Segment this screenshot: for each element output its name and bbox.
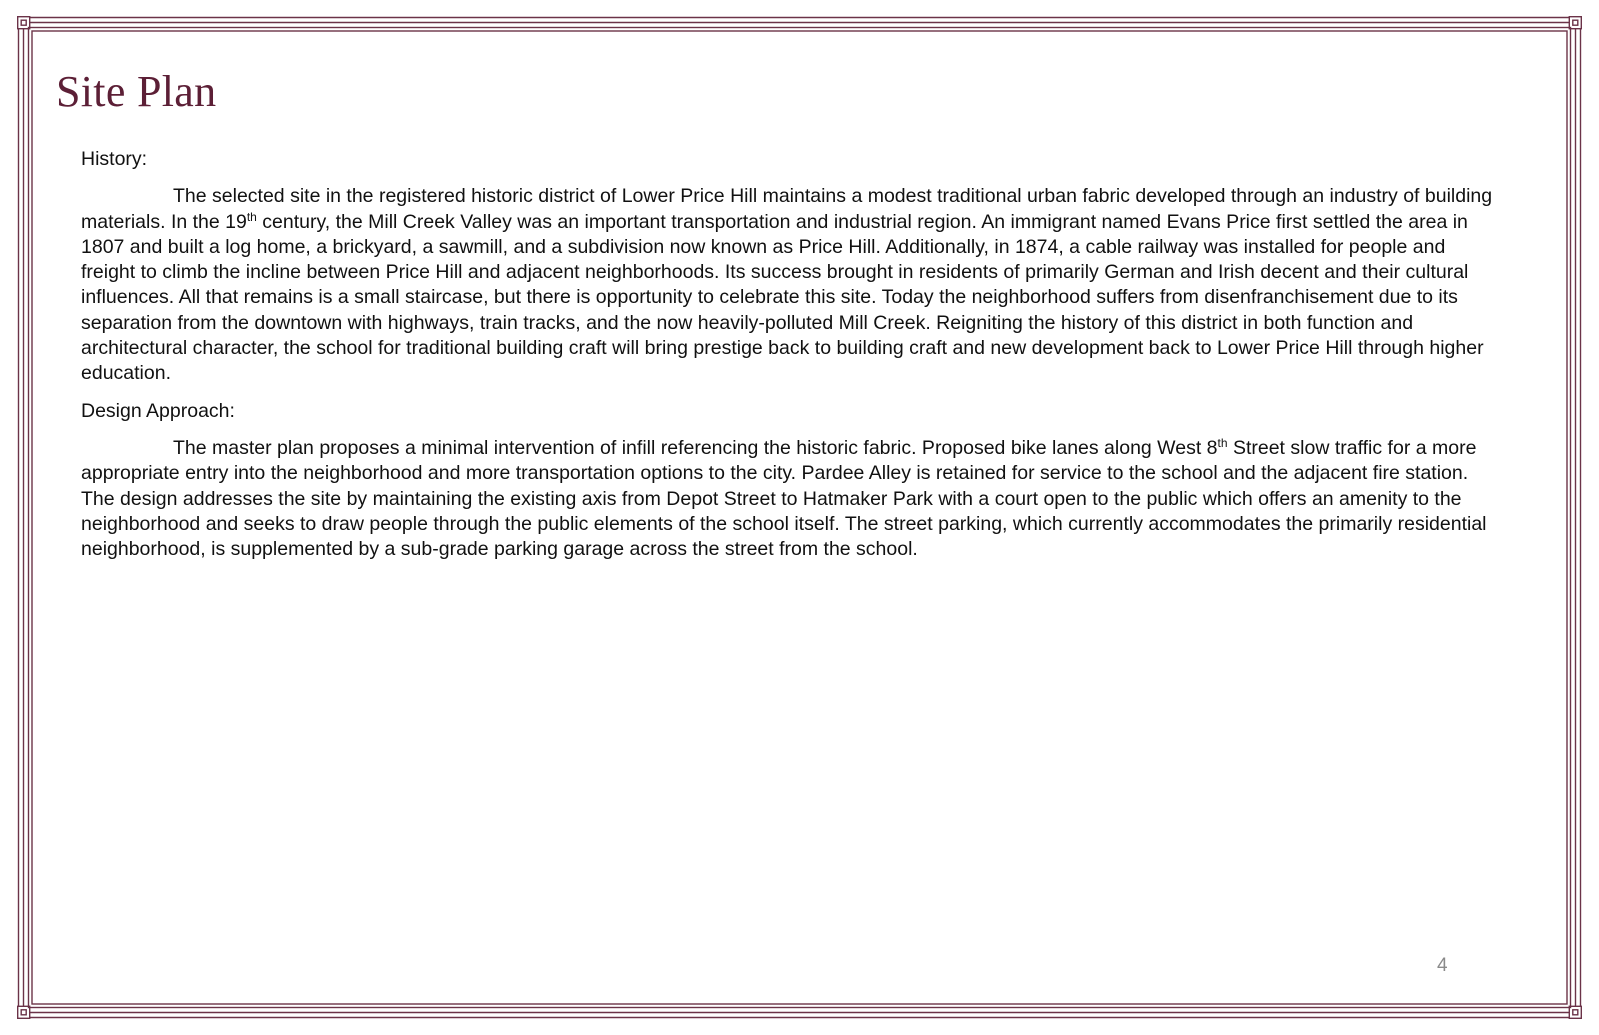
history-text-part1: The selected site in the registered historic district of Lower Price Hill maintains a modest traditional urban fabric developed through an industry of building materials. In the 19 bbox=[81, 185, 1493, 233]
design-approach-paragraph bbox=[81, 436, 1501, 562]
design-approach-text-part2: Street slow traffic for a more appropriate entry into the neighborhood and more transportation options to the city. Pardee Alley is retained for service to the school and the adjacent fire station. The design addresses the site by maintaining the existing axis from Depot Street to Hatmaker Park with a court open to the public which offers an amenity to the neighborhood and seeks to draw people through the public elements of the school itself. The street parking, which currently accommodates the primarily residential neighborhood, is supplemented by a sub-grade parking garage across the street from the school. bbox=[81, 436, 1487, 561]
design-approach-heading: Design Approach: bbox=[81, 399, 235, 422]
history-text-part2: century, the Mill Creek Valley was an important transportation and industrial region. An immigrant named Evans Price first settled the area in 1807 and built a log home, a brickyard, a sawmill, and a subdivision now known as Price Hill. Additionally, in 1874, a cable railway was installed for people and freight to climb the incline between Price Hill and adjacent neighborhoods. Its success brought in residents of primarily German and Irish decent and their cultural influences. All that remains is a small staircase, but there is opportunity to celebrate this site. Today the neighborhood suffers from disenfranchisement due to its separation from the downtown with highways, train tracks, and the now heavily-polluted Mill Creek. Reigniting the history of this district in both function and architectural character, the school for traditional building craft will bring prestige back to building craft and new development back to Lower Price Hill through higher education. bbox=[81, 210, 1484, 385]
body-text bbox=[81, 147, 1501, 574]
design-approach-text-part1: The master plan proposes a minimal intervention of infill referencing the historic fabric. Proposed bike lanes along West 8 bbox=[173, 436, 1218, 459]
history-paragraph bbox=[81, 184, 1501, 386]
ordinal-suffix: th bbox=[1217, 435, 1228, 450]
ordinal-suffix: th bbox=[246, 209, 257, 224]
page-number: 4 bbox=[1437, 955, 1448, 976]
page-title: Site Plan bbox=[56, 67, 217, 116]
history-heading: History: bbox=[81, 148, 148, 170]
